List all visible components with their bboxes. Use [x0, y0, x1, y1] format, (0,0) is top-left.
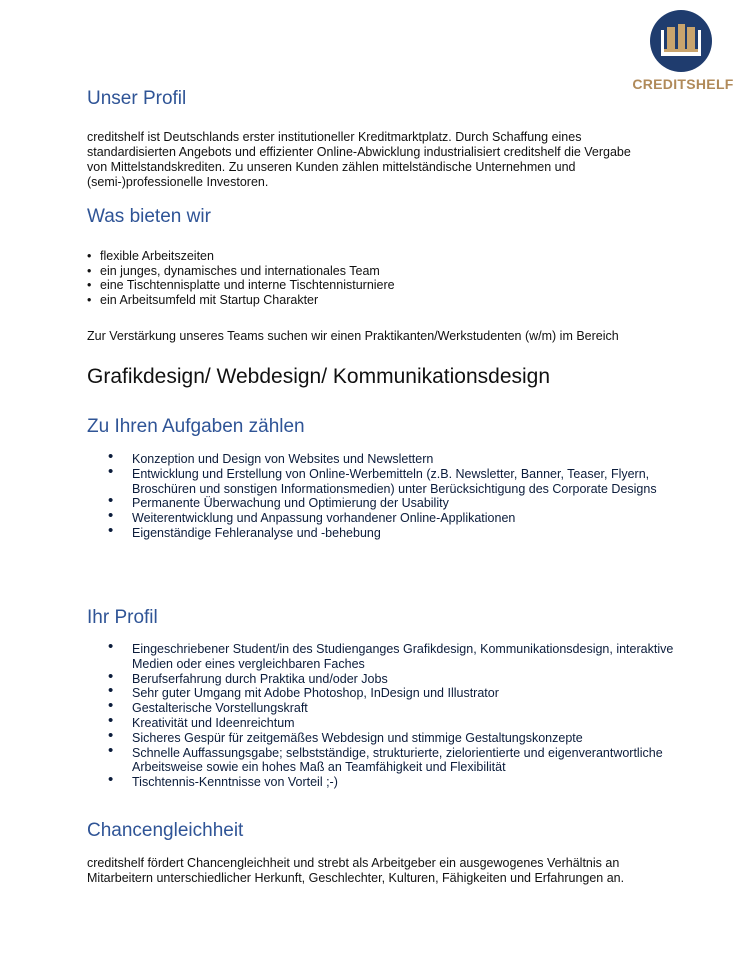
heading-unser-profil: Unser Profil: [87, 88, 187, 109]
list-item: • Berufserfahrung durch Praktika und/oder Jobs: [108, 672, 678, 687]
list-item: • ein Arbeitsumfeld mit Startup Charakter: [87, 293, 647, 308]
list-item: • Schnelle Auffassungsgabe; selbstständige, strukturierte, zielorientierte und eigenverantwortliche Arbeitsweise sowie ein hohes Maß an Teamfähigkeit und Flexibilität: [108, 746, 678, 776]
creditshelf-logo-icon: [627, 10, 739, 76]
benefits-list: [87, 249, 647, 308]
list-item: • flexible Arbeitszeiten: [87, 249, 647, 264]
heading-chancengleichheit: Chancengleichheit: [87, 820, 244, 841]
requirements-list: [108, 642, 678, 790]
list-item: • Gestalterische Vorstellungskraft: [108, 701, 678, 716]
list-item: • Sehr guter Umgang mit Adobe Photoshop, InDesign und Illustrator: [108, 686, 678, 701]
tasks-list: [108, 452, 668, 541]
list-item: • Weiterentwicklung und Anpassung vorhandener Online-Applikationen: [108, 511, 668, 526]
heading-aufgaben: Zu Ihren Aufgaben zählen: [87, 416, 305, 437]
position-intro: Zur Verstärkung unseres Teams suchen wir einen Praktikanten/Werkstudenten (w/m) im Bereich: [87, 329, 619, 343]
list-item: • Permanente Überwachung und Optimierung der Usability: [108, 496, 668, 511]
chancen-paragraph: creditshelf fördert Chancengleichheit und strebt als Arbeitgeber ein ausgewogenes Verhältnis an Mitarbeitern unterschiedlicher Herkunft, Geschlechter, Kulturen, Fähigkeiten und Erfahrungen an.: [87, 856, 625, 885]
list-item: • Kreativität und Ideenreichtum: [108, 716, 678, 731]
logo-wordmark: CREDITSHELF: [632, 76, 734, 92]
list-item: • Sicheres Gespür für zeitgemäßes Webdesign und stimmige Gestaltungskonzepte: [108, 731, 678, 746]
list-item: • Konzeption und Design von Websites und Newslettern: [108, 452, 668, 467]
list-item: • Eigenständige Fehleranalyse und -behebung: [108, 526, 668, 541]
company-logo: [627, 10, 739, 94]
heading-ihr-profil: Ihr Profil: [87, 607, 158, 628]
job-title: Grafikdesign/ Webdesign/ Kommunikationsdesign: [87, 365, 551, 388]
profil-paragraph: creditshelf ist Deutschlands erster institutioneller Kreditmarktplatz. Durch Schaffung eines standardisierten Angebots und effizienter Online-Abwicklung industrialisiert creditshelf die Vergabe von Mittelstandskrediten. Zu unseren Kunden zählen mittelständische Unternehmen und (semi-)professionelle Investoren.: [87, 130, 631, 189]
heading-was-bieten-wir: Was bieten wir: [87, 206, 211, 227]
list-item: • Entwicklung und Erstellung von Online-Werbemitteln (z.B. Newsletter, Banner, Teaser, Flyern, Broschüren und sonstigen Informationsmedien) unter Berücksichtigung des Corporate Designs: [108, 467, 668, 497]
list-item: • Eingeschriebener Student/in des Studienganges Grafikdesign, Kommunikationsdesign, interaktive Medien oder eines vergleichbaren Faches: [108, 642, 678, 672]
list-item: • ein junges, dynamisches und internationales Team: [87, 264, 647, 279]
list-item: • Tischtennis-Kenntnisse von Vorteil ;-): [108, 775, 678, 790]
list-item: • eine Tischtennisplatte und interne Tischtennisturniere: [87, 278, 647, 293]
